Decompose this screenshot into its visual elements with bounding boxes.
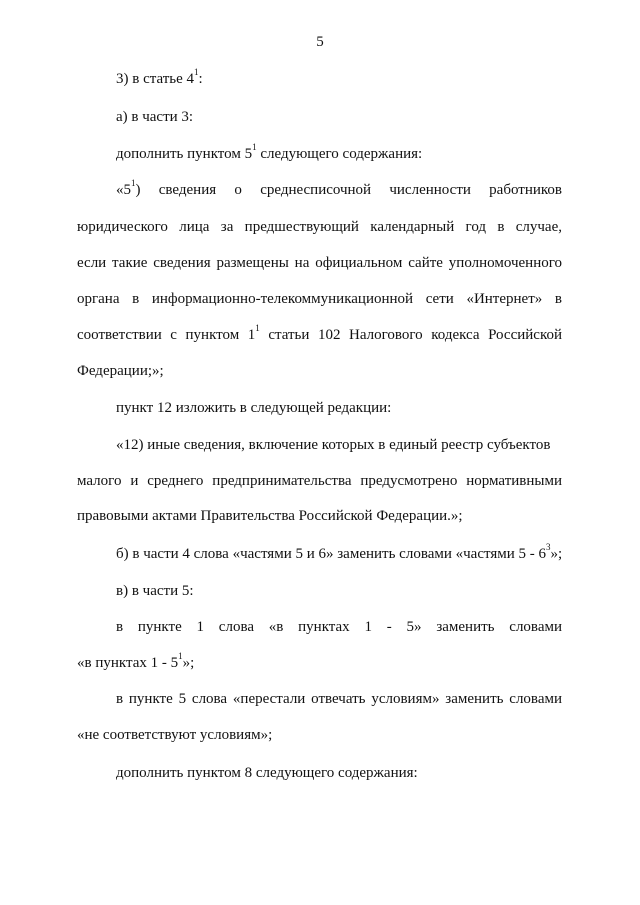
paragraph-line: в пункте 1 слова «в пунктах 1 - 5» заменить словами <box>116 619 562 635</box>
paragraph-line: «не соответствуют условиям»; <box>77 727 273 743</box>
text-span: : <box>198 71 203 87</box>
paragraph-line <box>116 178 562 199</box>
paragraph-line: в) в части 5: <box>116 583 194 599</box>
paragraph-line <box>77 651 195 672</box>
text-span: «5 <box>116 182 131 198</box>
text-span: статьи 102 Налогового кодекса Российской <box>259 327 562 343</box>
paragraph-line: в пункте 5 слова «перестали отвечать условиям» заменить словами <box>116 691 562 707</box>
paragraph-line: а) в части 3: <box>116 109 194 125</box>
paragraph-line: Федерации;»; <box>77 363 164 379</box>
superscript: 1 <box>255 323 260 333</box>
paragraph-line <box>116 142 423 163</box>
paragraph-line <box>116 67 203 88</box>
paragraph-line: органа в информационно-телекоммуникационной сети «Интернет» в <box>77 291 562 307</box>
paragraph-line: «12) иные сведения, включение которых в единый реестр субъектов <box>116 437 551 453</box>
text-span: б) в части 4 слова «частями 5 и 6» заменить словами «частями 5 - 6 <box>116 546 547 562</box>
text-span: соответствии с пунктом 1 <box>77 327 256 343</box>
paragraph-line: дополнить пунктом 8 следующего содержания: <box>116 765 418 781</box>
paragraph-line: если такие сведения размещены на официальном сайте уполномоченного <box>77 255 562 271</box>
paragraph-line <box>116 542 563 563</box>
text-span: ) сведения о среднесписочной численности работников <box>135 182 562 198</box>
paragraph-line: юридического лица за предшествующий календарный год в случае, <box>77 219 562 235</box>
superscript: 1 <box>252 142 257 152</box>
paragraph-line: правовыми актами Правительства Российской Федерации.»; <box>77 508 463 524</box>
text-span: следующего содержания: <box>256 146 423 162</box>
paragraph-line <box>77 323 562 344</box>
text-span: »; <box>182 655 195 671</box>
superscript: 1 <box>178 651 183 661</box>
text-span: 3) в статье 4 <box>116 71 195 87</box>
superscript: 3 <box>546 542 551 552</box>
page-number: 5 <box>316 34 324 50</box>
superscript: 1 <box>131 178 136 188</box>
paragraph-line: малого и среднего предпринимательства предусмотрено нормативными <box>77 473 562 489</box>
text-span: »; <box>550 546 563 562</box>
superscript: 1 <box>194 67 199 77</box>
text-span: дополнить пунктом 5 <box>116 146 253 162</box>
text-span: «в пунктах 1 - 5 <box>77 655 179 671</box>
paragraph-line: пункт 12 изложить в следующей редакции: <box>116 400 392 416</box>
